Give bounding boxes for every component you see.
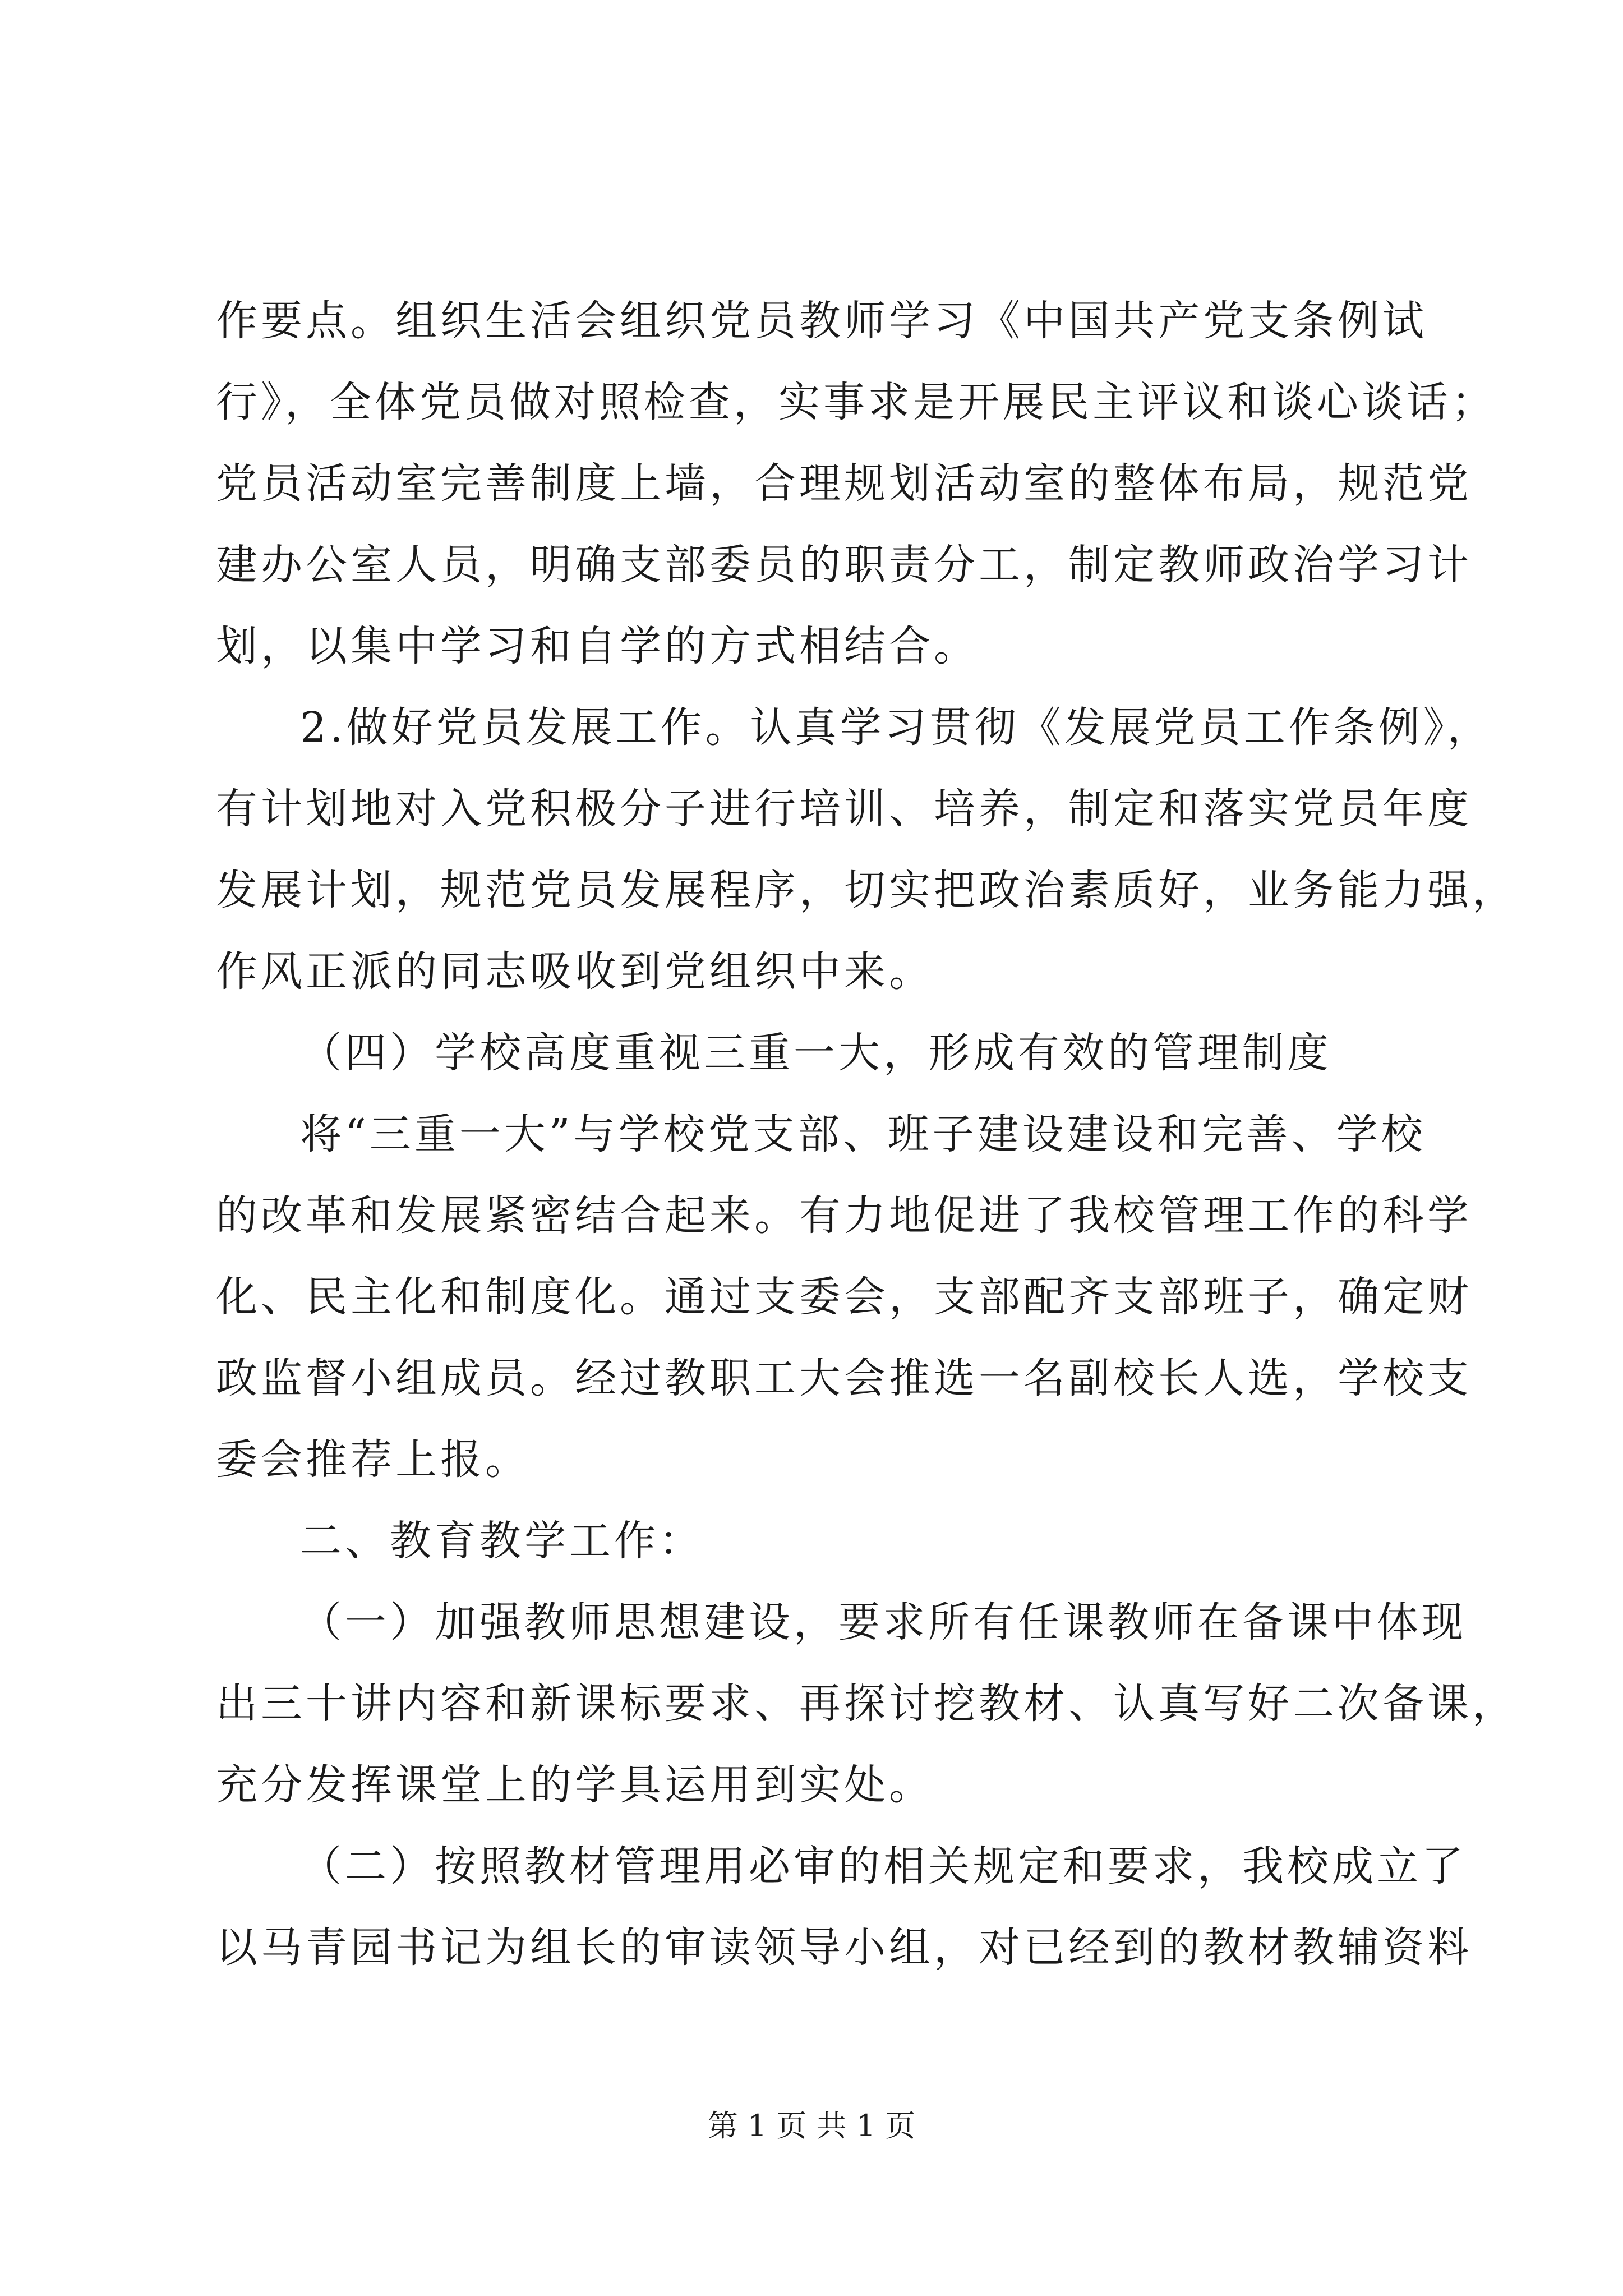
text-line: 的改革和发展紧密结合起来。有力地促进了我校管理工作的科学 xyxy=(216,1191,1472,1240)
text-line: 将“三重一大”与学校党支部、班子建设建设和完善、学校 xyxy=(300,1110,1426,1158)
text-line: 作要点。组织生活会组织党员教师学习《中国共产党支条例试 xyxy=(216,297,1427,345)
text-line: 政监督小组成员。经过教职工大会推选一名副校长人选，学校支 xyxy=(216,1354,1472,1402)
document-body xyxy=(216,280,1517,1989)
text-line: 化、民主化和制度化。通过支委会，支部配齐支部班子，确定财 xyxy=(216,1273,1472,1321)
text-line: 2.做好党员发展工作。认真学习贯彻《发展党员工作条例》， xyxy=(300,703,1492,752)
page-number-footer: 第 1 页 共 1 页 xyxy=(707,2108,916,2143)
text-line: 委会推荐上报。 xyxy=(216,1435,530,1484)
text-line: 建办公室人员，明确支部委员的职责分工，制定教师政治学习计 xyxy=(216,541,1472,589)
text-line: 行》，全体党员做对照检查，实事求是开展民主评议和谈心谈话； xyxy=(216,378,1496,426)
text-line: 有计划地对入党积极分子进行培训、培养，制定和落实党员年度 xyxy=(216,785,1472,833)
text-line: 充分发挥课堂上的学具运用到实处。 xyxy=(216,1761,934,1809)
text-line: 以马青园书记为组长的审读领导小组，对已经到的教材教辅资料 xyxy=(216,1924,1472,1972)
section-heading: （四）学校高度重视三重一大，形成有效的管理制度 xyxy=(300,1029,1332,1077)
section-heading: 二、教育教学工作： xyxy=(300,1517,704,1565)
text-line: （二）按照教材管理用必审的相关规定和要求，我校成立了 xyxy=(300,1842,1467,1890)
text-line: 划，以集中学习和自学的方式相结合。 xyxy=(216,622,979,670)
text-line: 出三十讲内容和新课标要求、再探讨挖教材、认真写好二次备课， xyxy=(216,1680,1517,1728)
text-line: （一）加强教师思想建设，要求所有任课教师在备课中体现 xyxy=(300,1598,1467,1646)
text-line: 作风正派的同志吸收到党组织中来。 xyxy=(216,947,934,996)
text-line: 党员活动室完善制度上墙，合理规划活动室的整体布局，规范党 xyxy=(216,459,1472,508)
text-line: 发展计划，规范党员发展程序，切实把政治素质好，业务能力强， xyxy=(216,866,1517,914)
